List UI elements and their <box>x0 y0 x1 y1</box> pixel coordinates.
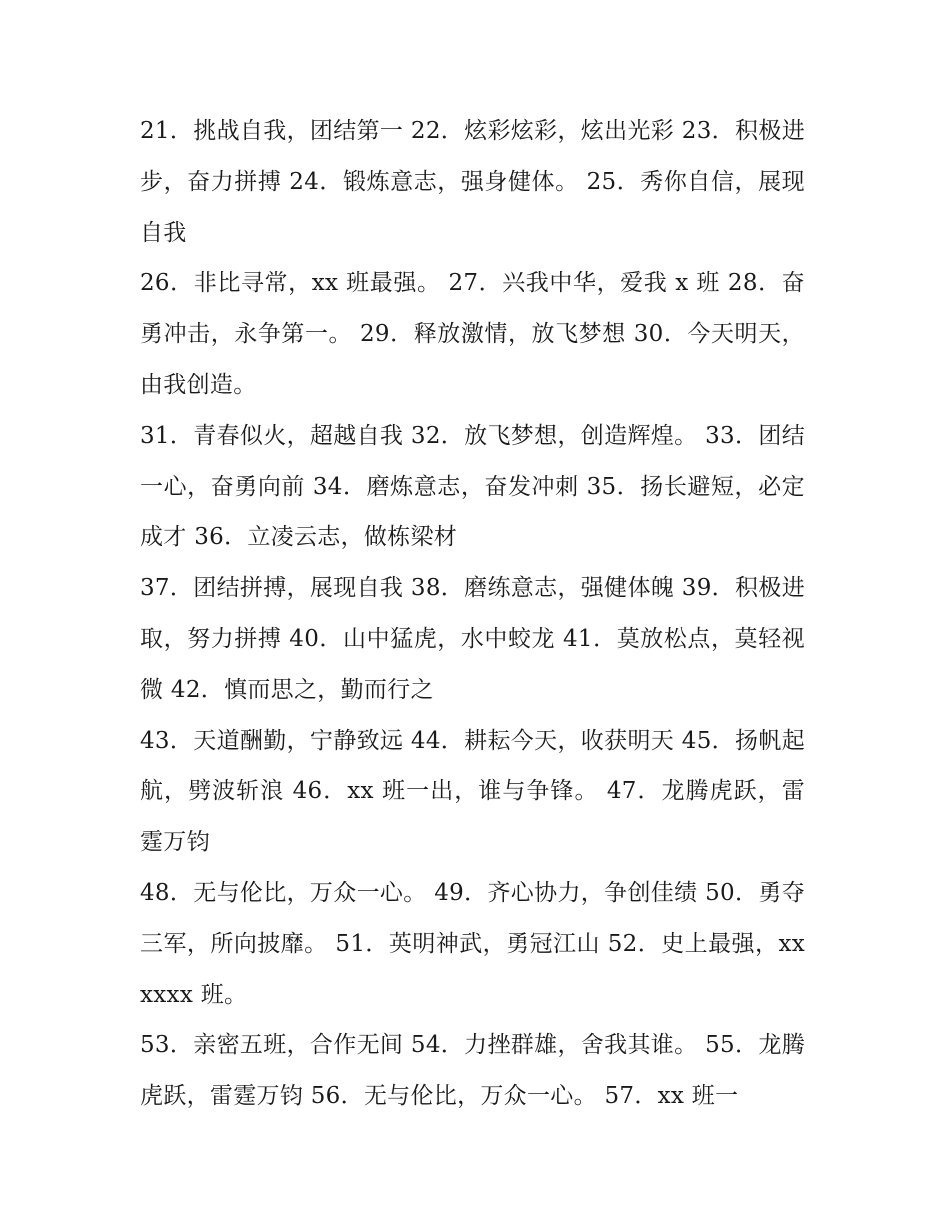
slogan-paragraph-37-42: 37．团结拼搏，展现自我 38．磨练意志，强健体魄 39．积极进取，努力拼搏 40．山中猛虎，水中蛟龙 41．莫放松点，莫轻视微 42．慎而思之，勤而行之 <box>140 575 805 703</box>
slogan-paragraph-31-36: 31．青春似火，超越自我 32．放飞梦想，创造辉煌。 33．团结一心，奋勇向前 34．磨炼意志，奋发冲刺 35．扬长避短，必定成才 36．立凌云志，做栋梁材 <box>140 422 805 551</box>
document-page <box>140 106 805 1122</box>
slogan-paragraph-21-25: 21．挑战自我，团结第一 22．炫彩炫彩，炫出光彩 23．积极进步，奋力拼搏 24．锻炼意志，强身健体。 25．秀你自信，展现自我 <box>140 118 805 246</box>
slogan-paragraph-43-47: 43．天道酬勤，宁静致远 44．耕耘今天，收获明天 45．扬帆起航，劈波斩浪 46．xx 班一出，谁与争锋。 47．龙腾虎跃，雷霆万钧 <box>140 727 805 856</box>
slogan-paragraph-48-52: 48．无与伦比，万众一心。 49．齐心协力，争创佳绩 50．勇夺三军，所向披靡。 51．英明神武，勇冠江山 52．史上最强，xxxxxx 班。 <box>140 879 805 1008</box>
slogan-paragraph-26-30: 26．非比寻常，xx 班最强。 27．兴我中华，爱我 x 班 28．奋勇冲击，永争第一。 29．释放激情，放飞梦想 30．今天明天，由我创造。 <box>140 270 805 398</box>
slogan-paragraph-53-57: 53．亲密五班，合作无间 54．力挫群雄，舍我其谁。 55．龙腾虎跃，雷霆万钧 56．无与伦比，万众一心。 57．xx 班一 <box>140 1032 805 1110</box>
